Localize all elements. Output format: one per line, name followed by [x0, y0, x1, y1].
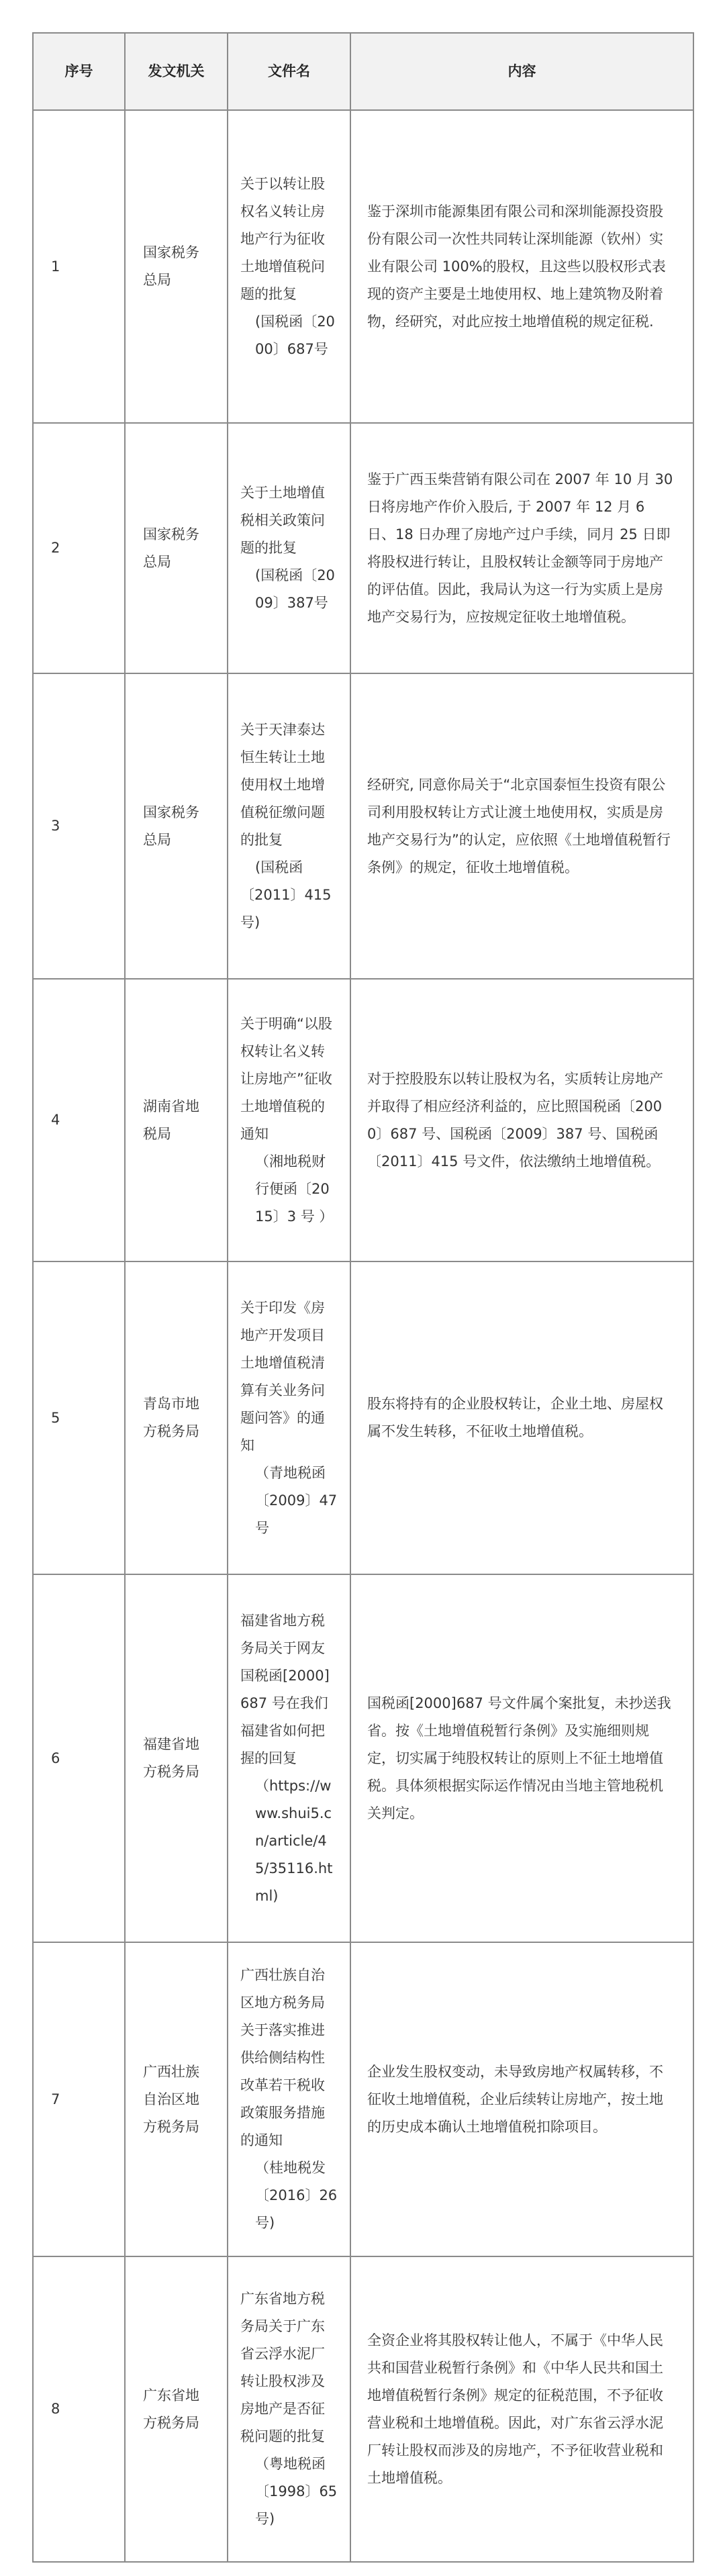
header-content: 内容 [350, 33, 693, 110]
policy-table-container [32, 32, 693, 2563]
document-reference-prefix: (国税函 [255, 859, 303, 875]
table-row [33, 423, 693, 673]
row-issuing-authority: 广西壮族自治区地方税务局 [125, 1942, 228, 2256]
document-reference: (国税函〔2000〕687号 [255, 313, 335, 357]
table-row [33, 979, 693, 1261]
row-content: 企业发生股权变动，未导致房地产权属转移，不征收土地增值税，企业后续转让房地产，按土地的历史成本确认土地增值税扣除项目。 [350, 1942, 693, 2256]
header-seq: 序号 [33, 33, 125, 110]
row-seq: 6 [33, 1574, 125, 1942]
row-seq: 7 [33, 1942, 125, 2256]
row-content: 全资企业将其股权转让他人，不属于《中华人民共和国营业税暂行条例》和《中华人民共和国土地增值税暂行条例》规定的征税范围，不予征收营业税和土地增值税。因此，对广东省云浮水泥厂转让股权而涉及的房地产，不予征收营业税和土地增值税。 [350, 2256, 693, 2562]
row-content: 股东将持有的企业股权转让，企业土地、房屋权属不发生转移，不征收土地增值税。 [350, 1261, 693, 1574]
document-url-link[interactable]: （https://www.shui5.cn/article/45/35116.html) [255, 1777, 333, 1904]
row-seq: 4 [33, 979, 125, 1261]
table-row [33, 673, 693, 979]
document-reference: （青地税函〔2009〕47号 [255, 1464, 338, 1536]
table-row [33, 2256, 693, 2562]
document-reference: （湘地税财行便函〔2015〕3 号 ） [255, 1153, 334, 1225]
document-title: 广东省地方税务局关于广东省云浮水泥厂转让股权涉及房地产是否征税问题的批复 [240, 2291, 325, 2444]
row-document-name [228, 110, 350, 423]
document-reference: （粤地税函〔1998〕65号) [255, 2456, 338, 2527]
document-title: 关于土地增值税相关政策问题的批复 [240, 485, 325, 556]
row-seq: 2 [33, 423, 125, 673]
document-title: 关于天津泰达恒生转让土地使用权土地增值税征缴问题的批复 [240, 721, 325, 848]
document-title: 广西壮族自治区地方税务局关于落实推进供给侧结构性改革若干税收政策服务措施的通知 [240, 1967, 325, 2148]
row-document-name [228, 1942, 350, 2256]
header-issuing-authority: 发文机关 [125, 33, 228, 110]
row-document-name [228, 673, 350, 979]
document-title: 福建省地方税务局关于网友国税函[2000]687 号在我们福建省如何把握的回复 [240, 1612, 330, 1766]
header-document-name: 文件名 [228, 33, 350, 110]
table-row [33, 1574, 693, 1942]
document-reference: （桂地税发〔2016〕26号) [255, 2160, 338, 2231]
row-issuing-authority: 青岛市地方税务局 [125, 1261, 228, 1574]
row-content: 鉴于广西玉柴营销有限公司在 2007 年 10 月 30 日将房地产作价入股后, 于 2007 年 12 月 6 日、18 日办理了房地产过户手续，同月 25 日即将股权进行转让，且股权转让金额等同于房地产的评估值。因此，我局认为这一行为实质上是房地产交易行为，应按规定征收土地增值税。 [350, 423, 693, 673]
document-reference: 〔2011〕415号) [240, 886, 332, 931]
row-content: 鉴于深圳市能源集团有限公司和深圳能源投资股份有限公司一次性共同转让深圳能源（钦州）实业有限公司 100%的股权，且这些以股权形式表现的资产主要是土地使用权、地上建筑物及附着物，经研究，对此应按土地增值税的规定征税. [350, 110, 693, 423]
row-issuing-authority: 国家税务总局 [125, 423, 228, 673]
table-row [33, 110, 693, 423]
table-row [33, 1261, 693, 1574]
document-title: 关于明确“以股权转让名义转让房地产”征收土地增值税的通知 [240, 1015, 332, 1142]
row-document-name [228, 2256, 350, 2562]
row-issuing-authority: 湖南省地税局 [125, 979, 228, 1261]
row-document-name [228, 979, 350, 1261]
document-title: 关于印发《房地产开发项目土地增值税清算有关业务问题问答》的通知 [240, 1299, 325, 1453]
row-seq: 3 [33, 673, 125, 979]
table-row [33, 1942, 693, 2256]
table-header-row [33, 33, 693, 110]
row-document-name [228, 1574, 350, 1942]
row-issuing-authority: 国家税务总局 [125, 110, 228, 423]
document-reference: (国税函〔2009〕387号 [255, 567, 335, 611]
row-content: 国税函[2000]687 号文件属个案批复，未抄送我省。按《土地增值税暂行条例》及实施细则规定，切实属于纯股权转让的原则上不征土地增值税。具体须根据实际运作情况由当地主管地税机关判定。 [350, 1574, 693, 1942]
policy-table [32, 32, 694, 2563]
row-seq: 1 [33, 110, 125, 423]
row-seq: 8 [33, 2256, 125, 2562]
document-title: 关于以转让股权名义转让房地产行为征收土地增值税问题的批复 [240, 175, 325, 302]
row-issuing-authority: 广东省地方税务局 [125, 2256, 228, 2562]
row-issuing-authority: 福建省地方税务局 [125, 1574, 228, 1942]
row-issuing-authority: 国家税务总局 [125, 673, 228, 979]
row-content: 经研究, 同意你局关于“北京国泰恒生投资有限公司利用股权转让方式让渡土地使用权，实质是房地产交易行为”的认定，应依照《土地增值税暂行条例》的规定，征收土地增值税。 [350, 673, 693, 979]
row-content: 对于控股股东以转让股权为名，实质转让房地产并取得了相应经济利益的，应比照国税函〔2000〕687 号、国税函〔2009〕387 号、国税函〔2011〕415 号文件，依法缴纳土地增值税。 [350, 979, 693, 1261]
row-document-name [228, 1261, 350, 1574]
row-document-name [228, 423, 350, 673]
row-seq: 5 [33, 1261, 125, 1574]
